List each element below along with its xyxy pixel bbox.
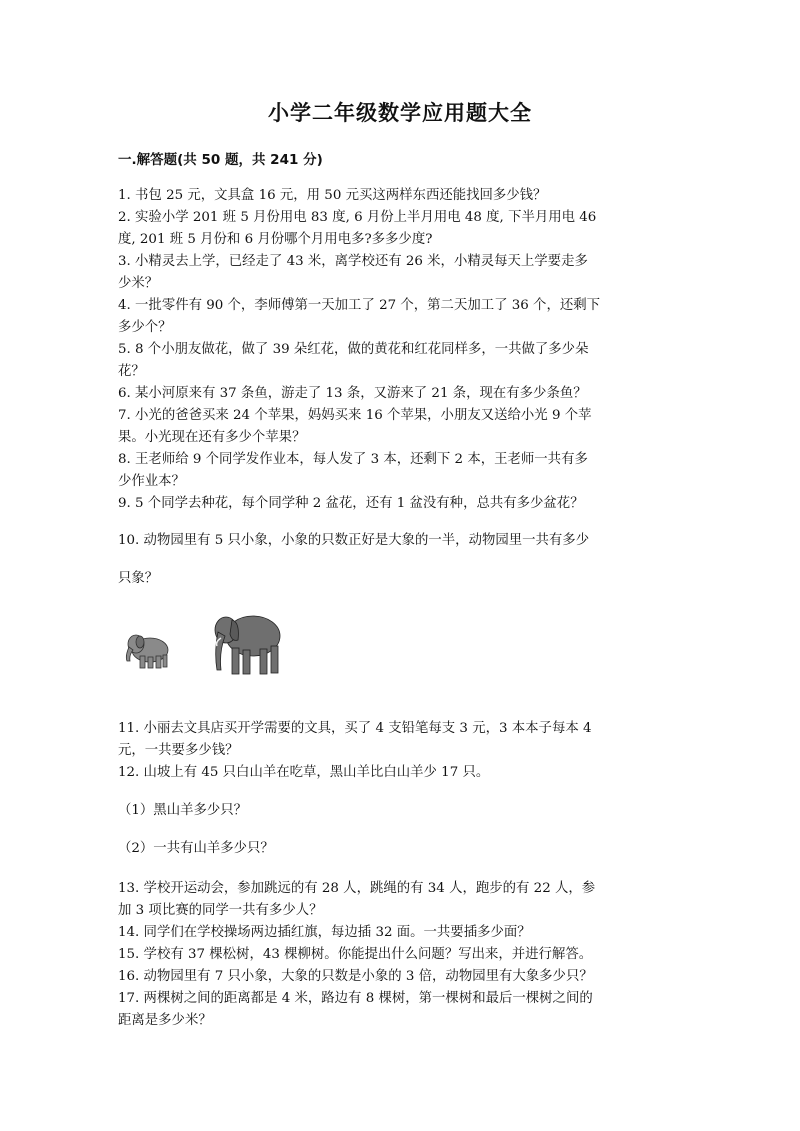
page-title: 小学二年级数学应用题大全 — [268, 101, 532, 125]
sub-question-line: （1）黑山羊多少只？ — [118, 803, 248, 818]
question-line: 2. 实验小学 201 班 5 月份用电 83 度, 6 月份上半月用电 48 度, 下半月用电 46 — [118, 210, 597, 225]
question-line: 3. 小精灵去上学，已经走了 43 米，离学校还有 26 米，小精灵每天上学要走多 — [118, 254, 588, 269]
question-line: 14. 同学们在学校操场两边插红旗，每边插 32 面。一共要插多少面？ — [118, 925, 531, 940]
question-line: 果。小光现在还有多少个苹果？ — [118, 430, 306, 445]
question-line: 10. 动物园里有 5 只小象，小象的只数正好是大象的一半，动物园里一共有多少 — [118, 533, 590, 548]
question-line: 距离是多少米？ — [118, 1013, 212, 1028]
question-line: 17. 两棵树之间的距离都是 4 米，路边有 8 棵树，第一棵树和最后一棵树之间的 — [118, 991, 593, 1006]
question-line: 只象？ — [118, 571, 159, 586]
question-line: 花？ — [118, 364, 145, 379]
question-line: 加 3 项比赛的同学一共有多少人？ — [118, 903, 323, 918]
section-heading: 一.解答题(共 50 题，共 241 分) — [118, 152, 323, 168]
question-line: 7. 小光的爸爸买来 24 个苹果，妈妈买来 16 个苹果，小朋友又送给小光 9 个苹 — [118, 408, 592, 423]
sub-question-line: （2）一共有山羊多少只？ — [118, 841, 274, 856]
question-line: 少作业本？ — [118, 474, 185, 489]
large-elephant-icon — [215, 616, 280, 674]
question-line: 1. 书包 25 元，文具盒 16 元，用 50 元买这两样东西还能找回多少钱？ — [118, 188, 547, 203]
question-line: 多少个？ — [118, 320, 172, 335]
small-elephant-icon — [126, 635, 168, 668]
elephants-illustration — [120, 606, 290, 678]
question-line: 6. 某小河原来有 37 条鱼，游走了 13 条，又游来了 21 条，现在有多少条鱼？ — [118, 386, 587, 401]
question-line: 少米？ — [118, 276, 159, 291]
question-line: 15. 学校有 37 棵松树，43 棵柳树。你能提出什么问题？写出来，并进行解答。 — [118, 947, 593, 962]
question-line: 元，一共要多少钱？ — [118, 743, 239, 758]
question-line: 13. 学校开运动会，参加跳远的有 28 人，跳绳的有 34 人，跑步的有 22 人，参 — [118, 881, 596, 896]
question-line: 8. 王老师给 9 个同学发作业本，每人发了 3 本，还剩下 2 本，王老师一共有多 — [118, 452, 588, 467]
question-line: 12. 山坡上有 45 只白山羊在吃草，黑山羊比白山羊少 17 只。 — [118, 765, 490, 780]
question-line: 11. 小丽去文具店买开学需要的文具，买了 4 支铅笔每支 3 元，3 本本子每本 4 — [118, 721, 592, 736]
question-line: 4. 一批零件有 90 个，李师傅第一天加工了 27 个，第二天加工了 36 个，还剩下 — [118, 298, 601, 313]
question-line: 度, 201 班 5 月份和 6 月份哪个月用电多?多多少度? — [118, 232, 433, 247]
question-line: 16. 动物园里有 7 只小象，大象的只数是小象的 3 倍，动物园里有大象多少只？ — [118, 969, 593, 984]
question-line: 5. 8 个小朋友做花，做了 39 朵红花，做的黄花和红花同样多，一共做了多少朵 — [118, 342, 589, 357]
question-line: 9. 5 个同学去种花，每个同学种 2 盆花，还有 1 盆没有种，总共有多少盆花？ — [118, 496, 584, 511]
